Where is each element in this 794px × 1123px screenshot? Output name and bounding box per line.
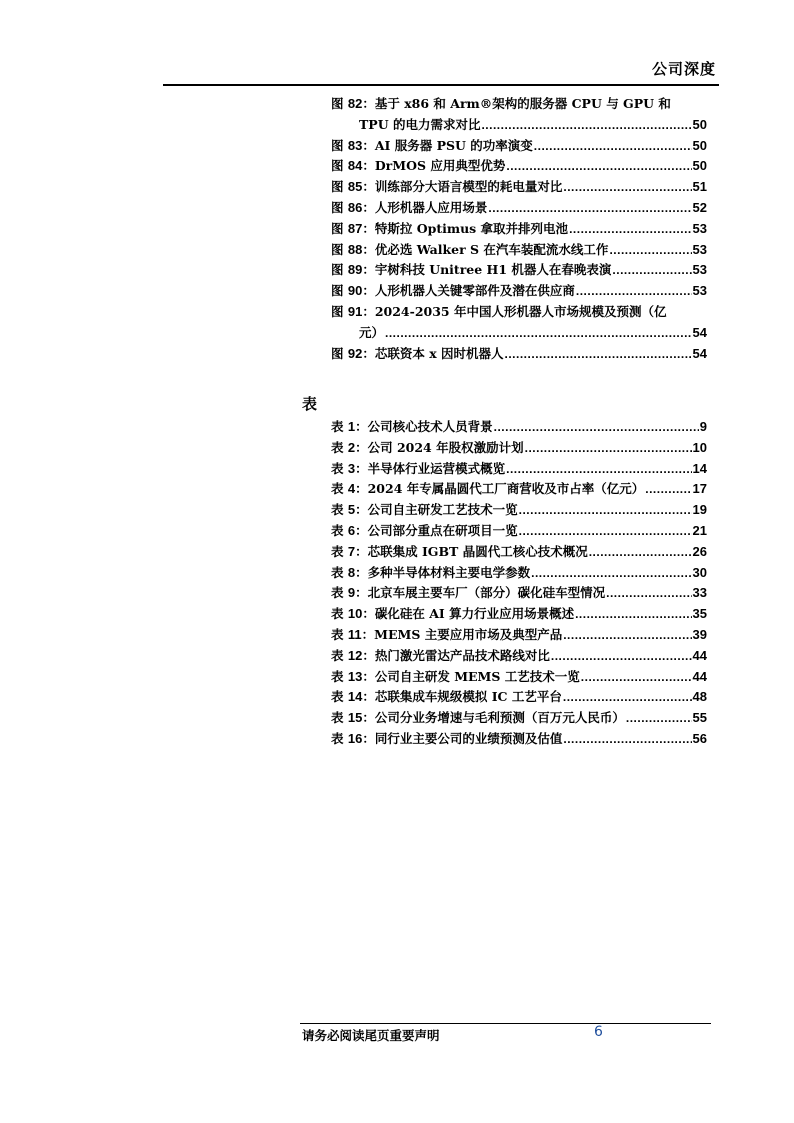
- toc-entry-figure-88[interactable]: [331, 240, 707, 261]
- entry-prefix: 表: [331, 626, 348, 642]
- entry-title: 碳化硅在 AI 算力行业应用场景概述: [374, 606, 575, 622]
- entry-separator: ：: [362, 689, 375, 705]
- entry-separator: ：: [355, 439, 368, 455]
- toc-entry-table-13[interactable]: [331, 667, 707, 688]
- leader-dots: [626, 708, 692, 729]
- tables-section-heading: 表: [302, 395, 318, 413]
- toc-entry-table-9[interactable]: [331, 583, 707, 604]
- entry-prefix: 图: [331, 345, 348, 361]
- entry-number: 1: [347, 419, 356, 434]
- leader-dots: [563, 177, 691, 198]
- entry-title: 半导体行业运营模式概览: [367, 460, 506, 476]
- entry-separator: ：: [355, 522, 368, 538]
- footer-disclaimer: 请务必阅读尾页重要声明: [302, 1028, 440, 1043]
- figure-list: [331, 94, 707, 364]
- leader-dots: [519, 521, 692, 542]
- entry-prefix: 表: [331, 647, 348, 663]
- entry-prefix: 表: [331, 419, 348, 434]
- toc-entry-figure-89[interactable]: [331, 260, 707, 281]
- entry-title-line1: 基于 x86 和 Arm®架构的服务器 CPU 与 GPU 和: [374, 96, 671, 111]
- entry-prefix: 图: [331, 137, 348, 153]
- entry-title-line1: 2024-2035 年中国人形机器人市场规模及预测（亿: [374, 303, 667, 319]
- toc-entry-table-7[interactable]: [331, 542, 707, 563]
- entry-prefix: 图: [331, 199, 348, 215]
- entry-prefix: 表: [331, 502, 348, 518]
- entry-number: 82: [347, 96, 363, 111]
- page-number: 6: [594, 1024, 603, 1040]
- entry-prefix: 表: [331, 585, 348, 601]
- entry-title: 多种半导体材料主要电学参数: [367, 564, 531, 580]
- entry-prefix: 图: [331, 283, 348, 299]
- leader-dots: [494, 417, 699, 438]
- entry-page: 21: [692, 522, 707, 538]
- entry-prefix: 表: [331, 689, 348, 705]
- toc-entry-table-4[interactable]: [331, 479, 707, 500]
- entry-page: 50: [692, 137, 707, 153]
- entry-number: 12: [347, 647, 363, 663]
- entry-number: 91: [347, 303, 363, 319]
- entry-number: 7: [347, 543, 356, 559]
- entry-page: 50: [692, 116, 707, 132]
- entry-number: 4: [347, 481, 356, 497]
- entry-page: 14: [692, 460, 707, 476]
- entry-page: 30: [692, 564, 707, 580]
- entry-page: 54: [692, 324, 707, 340]
- entry-prefix: 表: [331, 710, 348, 726]
- leader-dots: [481, 115, 691, 136]
- toc-entry-table-10[interactable]: [331, 604, 707, 625]
- toc-entry-figure-92[interactable]: [331, 344, 707, 365]
- leader-dots: [589, 542, 692, 563]
- toc-entry-table-5[interactable]: [331, 500, 707, 521]
- leader-dots: [575, 604, 691, 625]
- toc-entry-table-6[interactable]: [331, 521, 707, 542]
- entry-separator: ：: [362, 730, 375, 746]
- entry-title: 公司分业务增速与毛利预测（百万元人民币）: [374, 710, 625, 726]
- entry-prefix: 图: [331, 303, 348, 319]
- footer-rule: [300, 1023, 711, 1024]
- entry-prefix: 图: [331, 96, 348, 111]
- entry-title: 人形机器人应用场景: [374, 199, 488, 215]
- entry-number: 84: [347, 158, 363, 174]
- leader-dots: [581, 667, 692, 688]
- entry-prefix: 表: [331, 730, 348, 746]
- entry-separator: ：: [355, 460, 368, 476]
- leader-dots: [563, 729, 691, 750]
- entry-separator: ：: [355, 585, 368, 601]
- entry-prefix: 表: [331, 481, 348, 497]
- entry-number: 16: [347, 730, 363, 746]
- toc-entry-figure-84[interactable]: [331, 156, 707, 177]
- entry-page: 53: [692, 241, 707, 257]
- entry-separator: ：: [362, 647, 375, 663]
- leader-dots: [519, 500, 692, 521]
- entry-page: 55: [692, 710, 707, 726]
- entry-prefix: 图: [331, 220, 348, 236]
- leader-dots: [612, 260, 691, 281]
- toc-entry-figure-91[interactable]: [331, 302, 707, 344]
- toc-entry-figure-83[interactable]: [331, 136, 707, 157]
- entry-page: 35: [692, 606, 707, 622]
- entry-page: 39: [692, 626, 707, 642]
- leader-dots: [563, 625, 691, 646]
- entry-prefix: 表: [331, 460, 348, 476]
- entry-page: 52: [692, 199, 707, 215]
- entry-prefix: 图: [331, 158, 348, 174]
- entry-prefix: 表: [331, 668, 348, 684]
- entry-page: 44: [692, 668, 707, 684]
- entry-number: 10: [347, 606, 363, 622]
- leader-dots: [506, 459, 691, 480]
- entry-title: 特斯拉 Optimus 拿取并排列电池: [374, 220, 569, 236]
- entry-separator: ：: [362, 241, 375, 257]
- entry-title: 北京车展主要车厂（部分）碳化硅车型情况: [367, 585, 606, 601]
- entry-page: 33: [692, 585, 707, 601]
- toc-entry-figure-87[interactable]: [331, 219, 707, 240]
- entry-title: 公司部分重点在研项目一览: [367, 522, 518, 538]
- entry-separator: ：: [362, 710, 375, 726]
- toc-entry-table-11[interactable]: [331, 625, 707, 646]
- entry-title: AI 服务器 PSU 的功率演变: [374, 137, 533, 153]
- entry-separator: ：: [362, 220, 375, 236]
- entry-page: 17: [692, 481, 707, 497]
- entry-page: 48: [692, 689, 707, 705]
- entry-title: 元）: [359, 324, 385, 340]
- leader-dots: [645, 479, 691, 500]
- entry-number: 6: [347, 522, 356, 538]
- leader-dots: [525, 438, 692, 459]
- page-header-title: 公司深度: [651, 60, 716, 78]
- entry-separator: ：: [362, 199, 375, 215]
- entry-title: 公司自主研发 MEMS 工艺技术一览: [374, 668, 580, 684]
- entry-page: 51: [692, 179, 707, 195]
- header-rule: [163, 84, 719, 86]
- entry-number: 85: [347, 179, 363, 195]
- toc-entry-table-3[interactable]: [331, 459, 707, 480]
- leader-dots: [551, 646, 692, 667]
- entry-number: 15: [347, 710, 363, 726]
- entry-number: 86: [347, 199, 363, 215]
- entry-prefix: 图: [331, 262, 348, 278]
- entry-page: 54: [692, 345, 707, 361]
- toc-entry-table-2[interactable]: [331, 438, 707, 459]
- entry-title: 公司核心技术人员背景: [367, 419, 493, 434]
- toc-entry-table-8[interactable]: [331, 563, 707, 584]
- entry-number: 8: [347, 564, 356, 580]
- entry-prefix: 表: [331, 564, 348, 580]
- entry-page: 53: [692, 220, 707, 236]
- entry-prefix: 表: [331, 522, 348, 538]
- leader-dots: [534, 136, 692, 157]
- toc-entry-figure-86[interactable]: [331, 198, 707, 219]
- toc-entry-figure-82[interactable]: [331, 94, 707, 136]
- entry-prefix: 表: [331, 439, 348, 455]
- entry-separator: ：: [355, 502, 368, 518]
- entry-number: 9: [347, 585, 356, 601]
- leader-dots: [506, 156, 691, 177]
- entry-separator: ：: [362, 283, 375, 299]
- entry-number: 92: [347, 345, 363, 361]
- toc-entry-figure-90[interactable]: [331, 281, 707, 302]
- entry-separator: ：: [362, 262, 375, 278]
- leader-dots: [488, 198, 691, 219]
- leader-dots: [385, 323, 692, 344]
- leader-dots: [609, 240, 691, 261]
- entry-separator: ：: [362, 668, 375, 684]
- entry-separator: ：: [362, 179, 375, 195]
- entry-page: 19: [692, 502, 707, 518]
- entry-title: 人形机器人关键零部件及潜在供应商: [374, 283, 575, 299]
- entry-separator: ：: [362, 303, 375, 319]
- entry-number: 83: [347, 137, 363, 153]
- entry-separator: ：: [362, 345, 375, 361]
- entry-number: 13: [347, 668, 363, 684]
- toc-entry-table-15[interactable]: [331, 708, 707, 729]
- entry-title: 芯联集成车规级模拟 IC 工艺平台: [374, 689, 562, 705]
- toc-entry-figure-85[interactable]: [331, 177, 707, 198]
- entry-separator: ：: [361, 626, 375, 642]
- entry-page: 50: [692, 158, 707, 174]
- entry-title: TPU 的电力需求对比: [359, 116, 481, 132]
- entry-number: 11: [347, 626, 362, 642]
- toc-entry-table-16[interactable]: [331, 729, 707, 750]
- toc-entry-table-1[interactable]: [331, 417, 707, 438]
- entry-separator: ：: [362, 137, 375, 153]
- leader-dots: [531, 563, 691, 584]
- entry-title: DrMOS 应用典型优势: [374, 158, 506, 174]
- entry-prefix: 图: [331, 241, 348, 257]
- entry-number: 88: [347, 241, 363, 257]
- entry-separator: ：: [355, 543, 368, 559]
- entry-prefix: 表: [331, 543, 348, 559]
- entry-title: 2024 年专属晶圆代工厂商营收及市占率（亿元）: [367, 481, 645, 497]
- leader-dots: [505, 344, 692, 365]
- entry-title: 公司自主研发工艺技术一览: [367, 502, 518, 518]
- entry-number: 3: [347, 460, 356, 476]
- entry-title: 公司 2024 年股权激励计划: [367, 439, 524, 455]
- entry-title: 芯联资本 x 因时机器人: [374, 345, 504, 361]
- leader-dots: [569, 219, 691, 240]
- entry-prefix: 表: [331, 606, 348, 622]
- entry-title: 热门激光雷达产品技术路线对比: [374, 647, 550, 663]
- entry-separator: ：: [362, 158, 375, 174]
- entry-page: 9: [699, 419, 707, 434]
- entry-page: 56: [692, 730, 707, 746]
- entry-page: 53: [692, 262, 707, 278]
- entry-title: 同行业主要公司的业绩预测及估值: [374, 730, 563, 746]
- entry-number: 5: [347, 502, 356, 518]
- entry-separator: ：: [362, 96, 375, 111]
- entry-separator: ：: [355, 481, 368, 497]
- entry-title: 芯联集成 IGBT 晶圆代工核心技术概况: [367, 543, 588, 559]
- entry-page: 53: [692, 283, 707, 299]
- toc-entry-table-14[interactable]: [331, 687, 707, 708]
- entry-number: 89: [347, 262, 363, 278]
- entry-title: MEMS 主要应用市场及典型产品: [374, 626, 563, 642]
- entry-separator: ：: [355, 564, 368, 580]
- leader-dots: [563, 687, 692, 708]
- entry-prefix: 图: [331, 179, 348, 195]
- entry-separator: ：: [355, 419, 368, 434]
- leader-dots: [576, 281, 692, 302]
- table-list: [331, 417, 707, 750]
- entry-separator: ：: [362, 606, 375, 622]
- entry-number: 90: [347, 283, 363, 299]
- entry-number: 14: [347, 689, 363, 705]
- entry-number: 87: [347, 220, 363, 236]
- entry-page: 26: [692, 543, 707, 559]
- entry-title: 训练部分大语言模型的耗电量对比: [374, 179, 563, 195]
- entry-page: 10: [692, 439, 707, 455]
- entry-title: 优必选 Walker S 在汽车装配流水线工作: [374, 241, 609, 257]
- entry-number: 2: [347, 439, 356, 455]
- toc-entry-table-12[interactable]: [331, 646, 707, 667]
- leader-dots: [606, 583, 691, 604]
- entry-page: 44: [692, 647, 707, 663]
- entry-title: 宇树科技 Unitree H1 机器人在春晚表演: [374, 262, 612, 278]
